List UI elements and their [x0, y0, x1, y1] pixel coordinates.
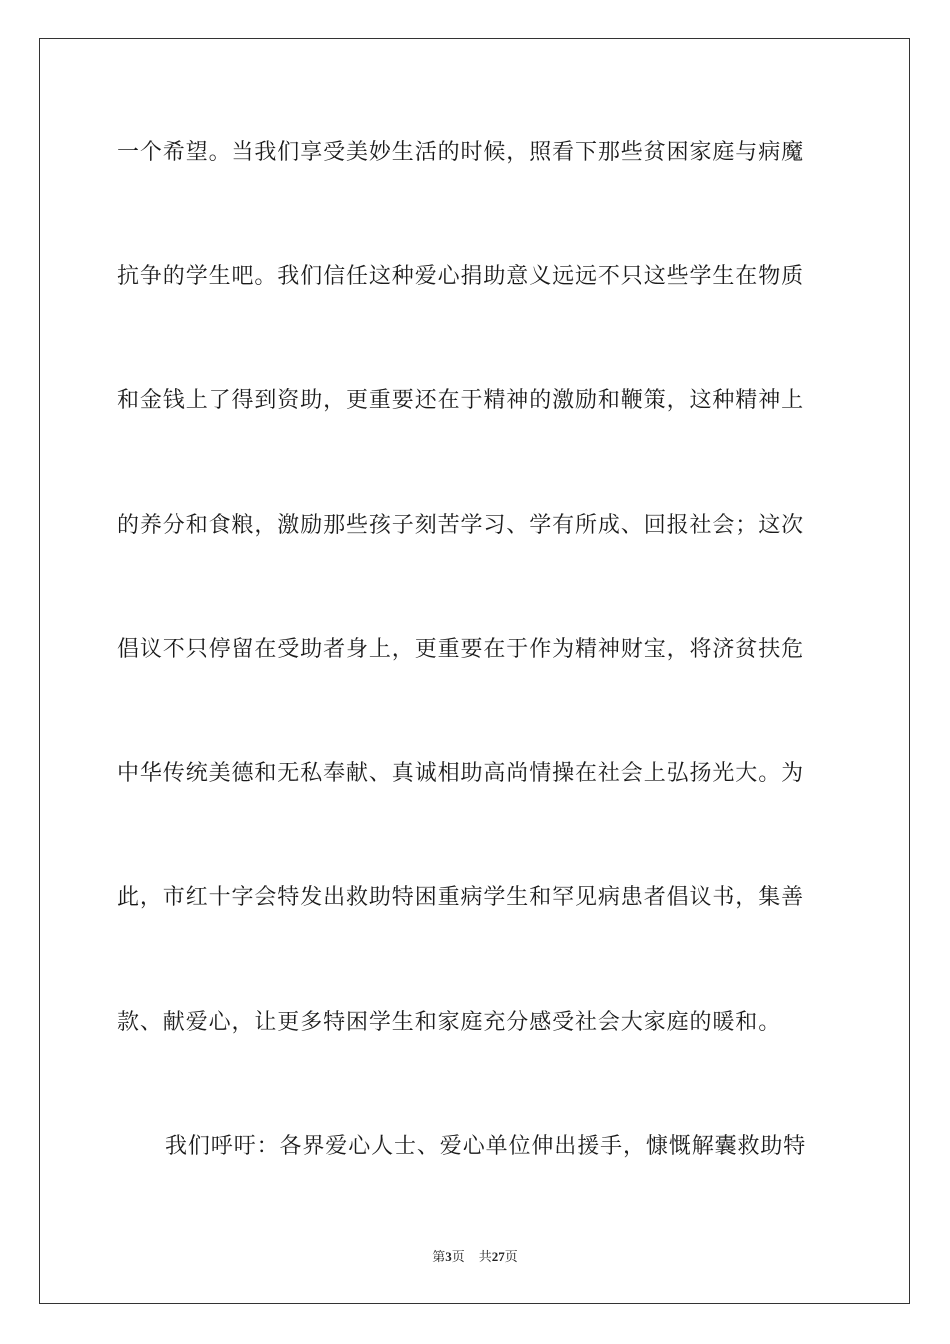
total-pages-number: 27 [491, 1249, 505, 1264]
paragraph-line: 的养分和食粮，激励那些孩子刻苦学习、学有所成、回报社会；这次 [117, 513, 805, 538]
page-border [39, 38, 910, 1304]
total-prefix: 共 [478, 1249, 492, 1264]
page-footer [0, 1248, 950, 1266]
current-page-number: 3 [445, 1249, 452, 1264]
paragraph-line: 中华传统美德和无私奉献、真诚相助高尚情操在社会上弘扬光大。为 [117, 761, 805, 786]
paragraph-line: 此，市红十字会特发出救助特困重病学生和罕见病患者倡议书，集善 [117, 885, 805, 910]
paragraph-line: 一个希望。当我们享受美妙生活的时候，照看下那些贫困家庭与病魔 [117, 140, 805, 165]
page-suffix: 页 [451, 1249, 465, 1264]
paragraph-line-indented: 我们呼吁：各界爱心人士、爱心单位伸出援手，慷慨解囊救助特 [165, 1134, 807, 1159]
paragraph-line: 和金钱上了得到资助，更重要还在于精神的激励和鞭策，这种精神上 [117, 388, 805, 413]
paragraph-line: 款、献爱心，让更多特困学生和家庭充分感受社会大家庭的暖和。 [117, 1010, 782, 1035]
total-suffix: 页 [504, 1249, 518, 1264]
page-prefix: 第 [432, 1249, 446, 1264]
paragraph-line: 抗争的学生吧。我们信任这种爱心捐助意义远远不只这些学生在物质 [117, 264, 805, 289]
paragraph-line: 倡议不只停留在受助者身上，更重要在于作为精神财宝，将济贫扶危 [117, 637, 805, 662]
